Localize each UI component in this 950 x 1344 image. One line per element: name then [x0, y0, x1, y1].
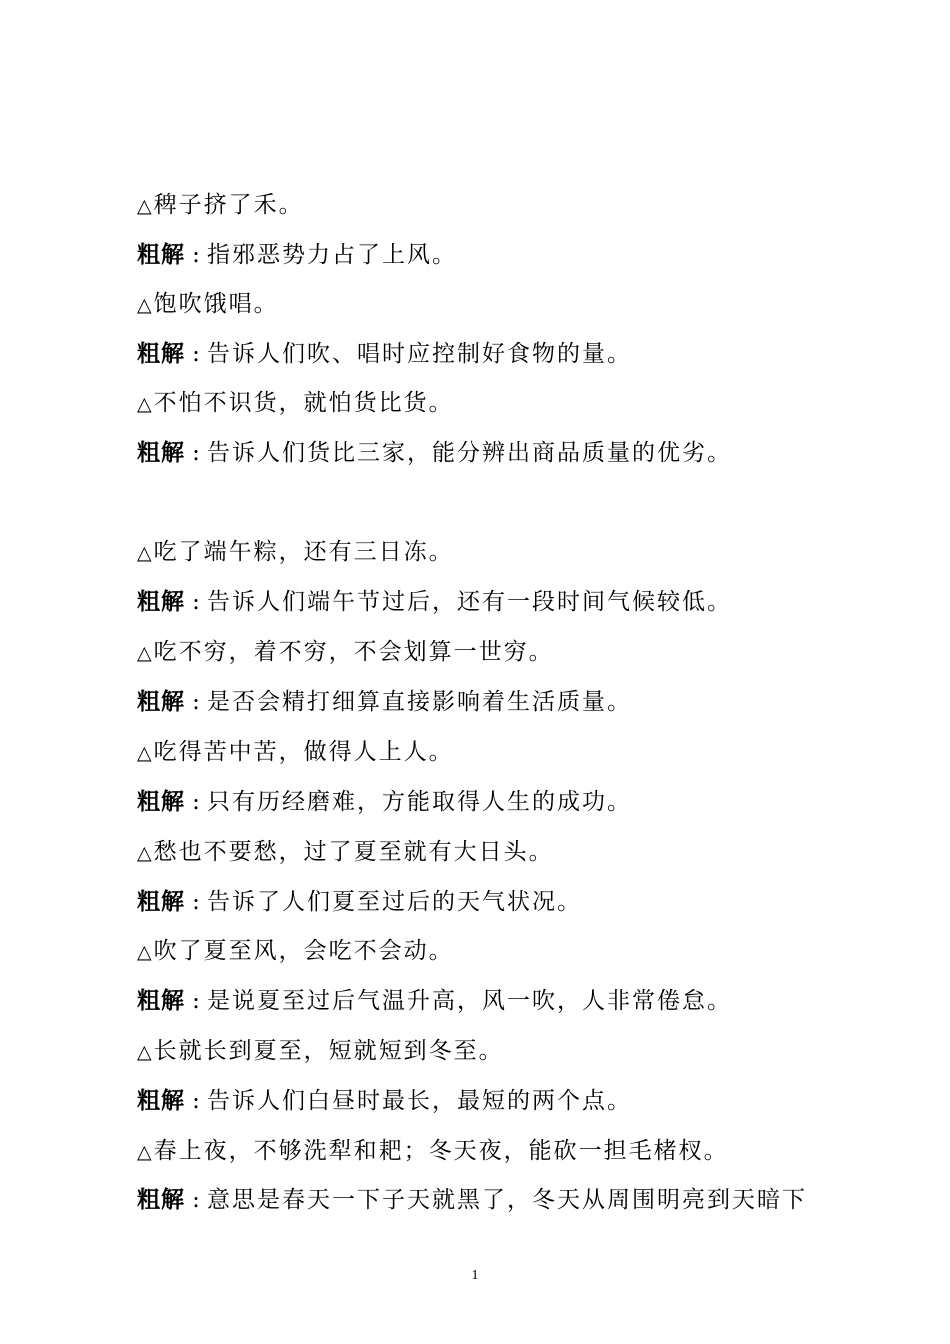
proverb-line	[137, 834, 554, 870]
proverb-line	[137, 1033, 504, 1069]
explanation-text: 告诉人们端午节过后，还有一段时间气候较低。	[207, 589, 732, 615]
page-number: 1	[471, 1268, 479, 1283]
explanation-text: 告诉人们货比三家，能分辨出商品质量的优劣。	[207, 440, 732, 466]
explanation-label: 粗解	[137, 589, 185, 615]
proverb-line	[137, 385, 454, 421]
explanation-text: 意思是春天一下子天就黑了，冬天从周围明亮到天暗下	[207, 1187, 807, 1213]
label-colon: :	[192, 988, 200, 1014]
triangle-bullet-icon: △	[137, 393, 152, 415]
proverb-line	[137, 534, 454, 570]
proverb-text: 吹了夏至风，会吃不会动。	[153, 938, 454, 964]
label-colon: :	[192, 341, 200, 367]
proverb-text: 愁也不要愁，过了夏至就有大日头。	[153, 839, 554, 865]
label-colon: :	[192, 789, 200, 815]
explanation-line	[137, 1083, 632, 1119]
explanation-label: 粗解	[137, 1187, 185, 1213]
proverb-text: 不怕不识货，就怕货比货。	[153, 390, 454, 416]
explanation-text: 告诉人们吹、唱时应控制好食物的量。	[207, 341, 632, 367]
proverb-line	[137, 1133, 729, 1169]
explanation-line	[137, 983, 732, 1019]
label-colon: :	[192, 1187, 200, 1213]
label-colon: :	[192, 440, 200, 466]
explanation-line	[137, 336, 632, 372]
triangle-bullet-icon: △	[137, 941, 152, 963]
explanation-label: 粗解	[137, 440, 185, 466]
triangle-bullet-icon: △	[137, 1141, 152, 1163]
explanation-label: 粗解	[137, 789, 185, 815]
explanation-text: 告诉人们白昼时最长，最短的两个点。	[207, 1088, 632, 1114]
triangle-bullet-icon: △	[137, 542, 152, 564]
triangle-bullet-icon: △	[137, 195, 152, 217]
explanation-label: 粗解	[137, 889, 185, 915]
label-colon: :	[192, 1088, 200, 1114]
explanation-label: 粗解	[137, 242, 185, 268]
proverb-line	[137, 734, 454, 770]
proverb-text: 长就长到夏至，短就短到冬至。	[153, 1038, 504, 1064]
label-colon: :	[192, 242, 200, 268]
triangle-bullet-icon: △	[137, 842, 152, 864]
explanation-text: 指邪恶势力占了上风。	[207, 242, 457, 268]
explanation-line	[137, 784, 632, 820]
proverb-line	[137, 187, 304, 223]
label-colon: :	[192, 689, 200, 715]
proverb-line	[137, 634, 554, 670]
explanation-line	[137, 435, 732, 471]
explanation-text: 告诉了人们夏至过后的天气状况。	[207, 889, 582, 915]
triangle-bullet-icon: △	[137, 1041, 152, 1063]
explanation-text: 是说夏至过后气温升高，风一吹，人非常倦怠。	[207, 988, 732, 1014]
triangle-bullet-icon: △	[137, 642, 152, 664]
explanation-line	[137, 237, 457, 273]
explanation-label: 粗解	[137, 689, 185, 715]
explanation-text: 是否会精打细算直接影响着生活质量。	[207, 689, 632, 715]
explanation-text: 只有历经磨难，方能取得人生的成功。	[207, 789, 632, 815]
proverb-text: 饱吹饿唱。	[153, 291, 279, 317]
label-colon: :	[192, 889, 200, 915]
proverb-text: 吃得苦中苦，做得人上人。	[153, 739, 454, 765]
explanation-label: 粗解	[137, 988, 185, 1014]
explanation-line	[137, 584, 732, 620]
proverb-text: 春上夜，不够洗犁和耙；冬天夜，能砍一担毛楮杈。	[153, 1138, 729, 1164]
proverb-text: 吃不穷，着不穷，不会划算一世穷。	[153, 639, 554, 665]
proverb-line	[137, 286, 279, 322]
proverb-text: 吃了端午粽，还有三日冻。	[153, 539, 454, 565]
explanation-label: 粗解	[137, 1088, 185, 1114]
explanation-line	[137, 684, 632, 720]
triangle-bullet-icon: △	[137, 742, 152, 764]
triangle-bullet-icon: △	[137, 294, 152, 316]
explanation-label: 粗解	[137, 341, 185, 367]
proverb-text: 稗子挤了禾。	[153, 192, 304, 218]
label-colon: :	[192, 589, 200, 615]
explanation-line	[137, 884, 582, 920]
explanation-line	[137, 1182, 807, 1218]
proverb-line	[137, 933, 454, 969]
